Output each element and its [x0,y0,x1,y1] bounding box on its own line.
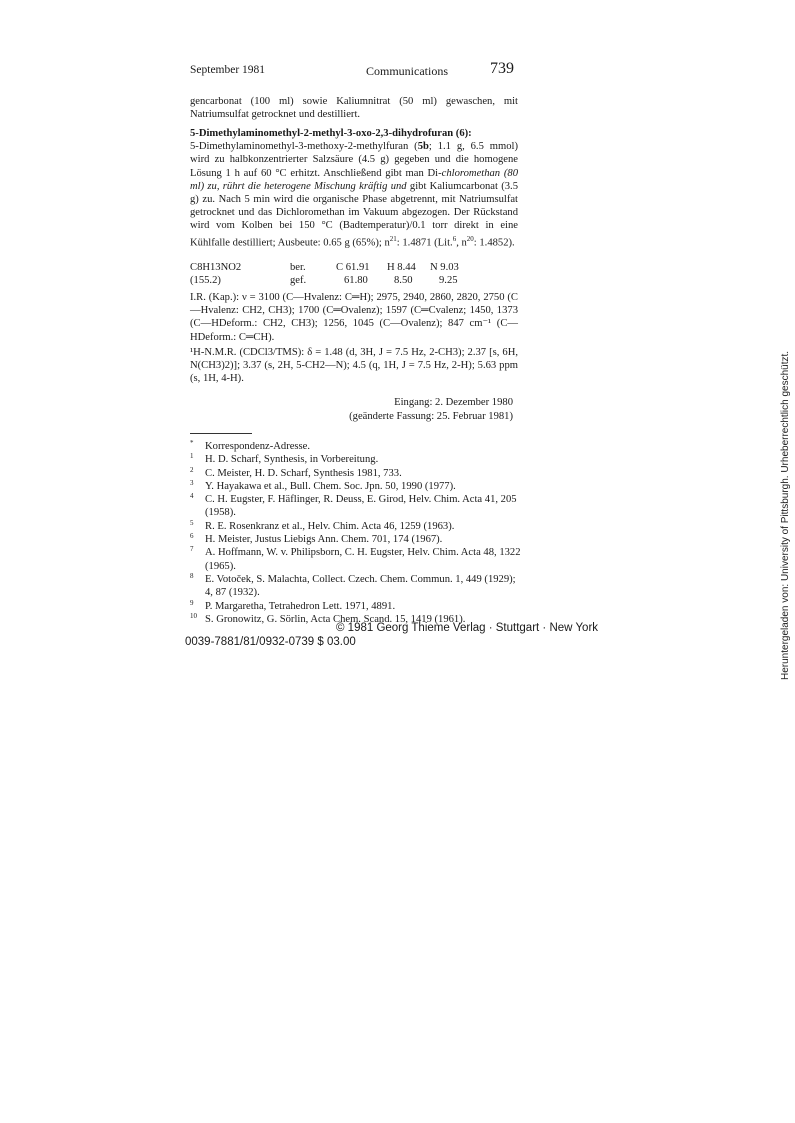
received-line-2: (geänderte Fassung: 25. Februar 1981) [349,410,513,422]
procedure-section [190,127,518,249]
reference-item [190,453,525,466]
received-line-1: Eingang: 2. Dezember 1980 [394,397,513,408]
molecular-formula: C8H13NO2 [190,262,242,273]
procedure-part-3: chloromethan (80 ml) zu, rührt die heterogene Mischung kräftig und [190,167,518,192]
reference-text: Y. Hayakawa et al., Bull. Chem. Soc. Jpn. 50, 1990 (1977). [205,480,456,492]
reference-text: S. Gronowitz, G. Sörlin, Acta Chem. Scand. 15, 1419 (1961). [205,613,466,625]
analysis-row-found [190,274,520,287]
reference-text: C. H. Eugster, F. Häflinger, R. Deuss, E. Girod, Helv. Chim. Acta 41, 205 (1958). [205,494,517,519]
reference-number: 7 [190,545,194,554]
procedure-part-4: gibt Kaliumcarbonat (3.5 g) zu. Nach 5 min wird die organische Phase abgetrennt, mit Natriumsulfat getrocknet und das Dichloromethan im Vakuum abgezogen. Der Rückstand wird vom Kolben bei 150 °C (Badtemperatur)/0.1 torr direkt in eine Kühlfalle destilliert; Ausbeute: 0.65 g (65%); n [190,180,518,249]
compound-ref: 5b [417,141,429,153]
reference-item [190,493,525,520]
refractive-temp-1: 21 [389,234,397,243]
reference-text: H. Meister, Justus Liebigs Ann. Chem. 701, 174 (1967). [205,534,443,546]
found-c: 61.80 [344,275,368,286]
found-n: 9.25 [439,275,458,286]
reference-list [190,440,525,626]
nmr-data: ¹H-N.M.R. (CDCl3/TMS): δ = 1.48 (d, 3H, J = 7.5 Hz, 2-CH3); 2.37 [s, 6H, N(CH3)2)]; 3.37 (s, 2H, 5-CH2—N); 4.5 (q, 1H, J = 7.5 Hz, 2-H); 5.63 ppm (s, 1H, 4-H). [190,346,518,385]
reference-number: 9 [190,598,194,607]
calc-c: C 61.91 [336,262,370,273]
reference-text: P. Margaretha, Tetrahedron Lett. 1971, 4891. [205,600,396,612]
spectra-section [190,291,518,385]
reference-number: * [190,439,194,447]
reference-item [190,533,525,546]
reference-item [190,600,525,613]
procedure-part-4b: : 1.4871 (Lit. [396,237,453,249]
intro-paragraph [190,95,518,121]
reference-item [190,480,525,493]
reference-text: C. Meister, H. D. Scharf, Synthesis 1981, 733. [205,467,402,479]
ir-data: I.R. (Kap.): ν = 3100 (C—Hvalenz: C═H); 2975, 2940, 2860, 2820, 2750 (C—Hvalenz: CH2, CH3); 1700 (C═Ovalenz); 1597 (C═Cvalenz; 1450, 1373 (C—HDeform.: CH2, CH3); 1256, 1045 (C—Ovalenz); 847 cm⁻¹ (C—HDeform.: C═CH). [190,292,518,343]
reference-item [190,573,525,600]
reference-item [190,520,525,533]
footnote-divider [190,433,252,434]
reference-text: A. Hoffmann, W. v. Philipsborn, C. H. Eugster, Helv. Chim. Acta 48, 1322 (1965). [205,547,521,572]
running-header-date: September 1981 [190,64,266,76]
procedure-part-1: 5-Dimethylaminomethyl-3-methoxy-2-methylfuran ( [190,141,418,153]
reference-number: 8 [190,571,194,580]
refractive-temp-2: 20 [466,234,474,243]
found-label: gef. [290,275,307,286]
procedure-part-4d: : 1.4852). [473,237,515,249]
found-h: 8.50 [394,275,413,286]
elemental-analysis [190,261,520,287]
received-dates [349,396,513,423]
procedure-part-4c: , n [456,237,467,249]
calc-n: N 9.03 [430,262,459,273]
reference-number: 5 [190,518,194,527]
reference-text: H. D. Scharf, Synthesis, in Vorbereitung. [205,454,379,466]
intro-text: gencarbonat (100 ml) sowie Kaliumnitrat (50 ml) gewaschen, mit Natriumsulfat getrocknet und destilliert. [190,96,518,121]
reference-item [190,546,525,573]
running-header-section: Communications [366,64,448,78]
procedure-paragraph [190,140,518,249]
molecular-weight: (155.2) [190,275,221,286]
reference-number: 10 [190,611,197,620]
reference-item [190,467,525,480]
page-number: 739 [490,60,514,77]
copyright-notice: © 1981 Georg Thieme Verlag · Stuttgart · New York [336,622,599,634]
reference-text: Korrespondenz-Adresse. [205,441,311,452]
download-watermark-text: Heruntergeladen von: University of Pittsburgh. Urheberrechtlich geschützt. [780,350,791,680]
reference-number: 6 [190,532,194,541]
reference-text: E. Votoček, S. Malachta, Collect. Czech. Chem. Commun. 1, 449 (1929); 4, 87 (1932). [205,573,516,599]
calc-h: H 8.44 [387,262,416,273]
reference-number: 1 [190,452,194,461]
ref-sup-6: 6 [452,234,457,243]
reference-number: 2 [190,465,194,474]
reference-number: 3 [190,478,194,487]
reference-item [190,440,525,453]
reference-number: 4 [190,492,194,501]
calc-label: ber. [290,262,306,273]
issn-code: 0039-7881/81/0932-0739 $ 03.00 [185,636,356,648]
reference-text: R. E. Rosenkranz et al., Helv. Chim. Acta 46, 1259 (1963). [205,520,455,532]
compound-heading: 5-Dimethylaminomethyl-2-methyl-3-oxo-2,3-dihydrofuran (6): [190,128,472,139]
procedure-part-2: ; 1.1 g, 6.5 mmol) wird zu halbkonzentrierter Salzsäure (4.5 g) gegeben und die homogene Lösung 1 h auf 60 °C erhitzt. Anschließend gibt man Di- [190,141,518,179]
analysis-row-calc [190,261,520,274]
